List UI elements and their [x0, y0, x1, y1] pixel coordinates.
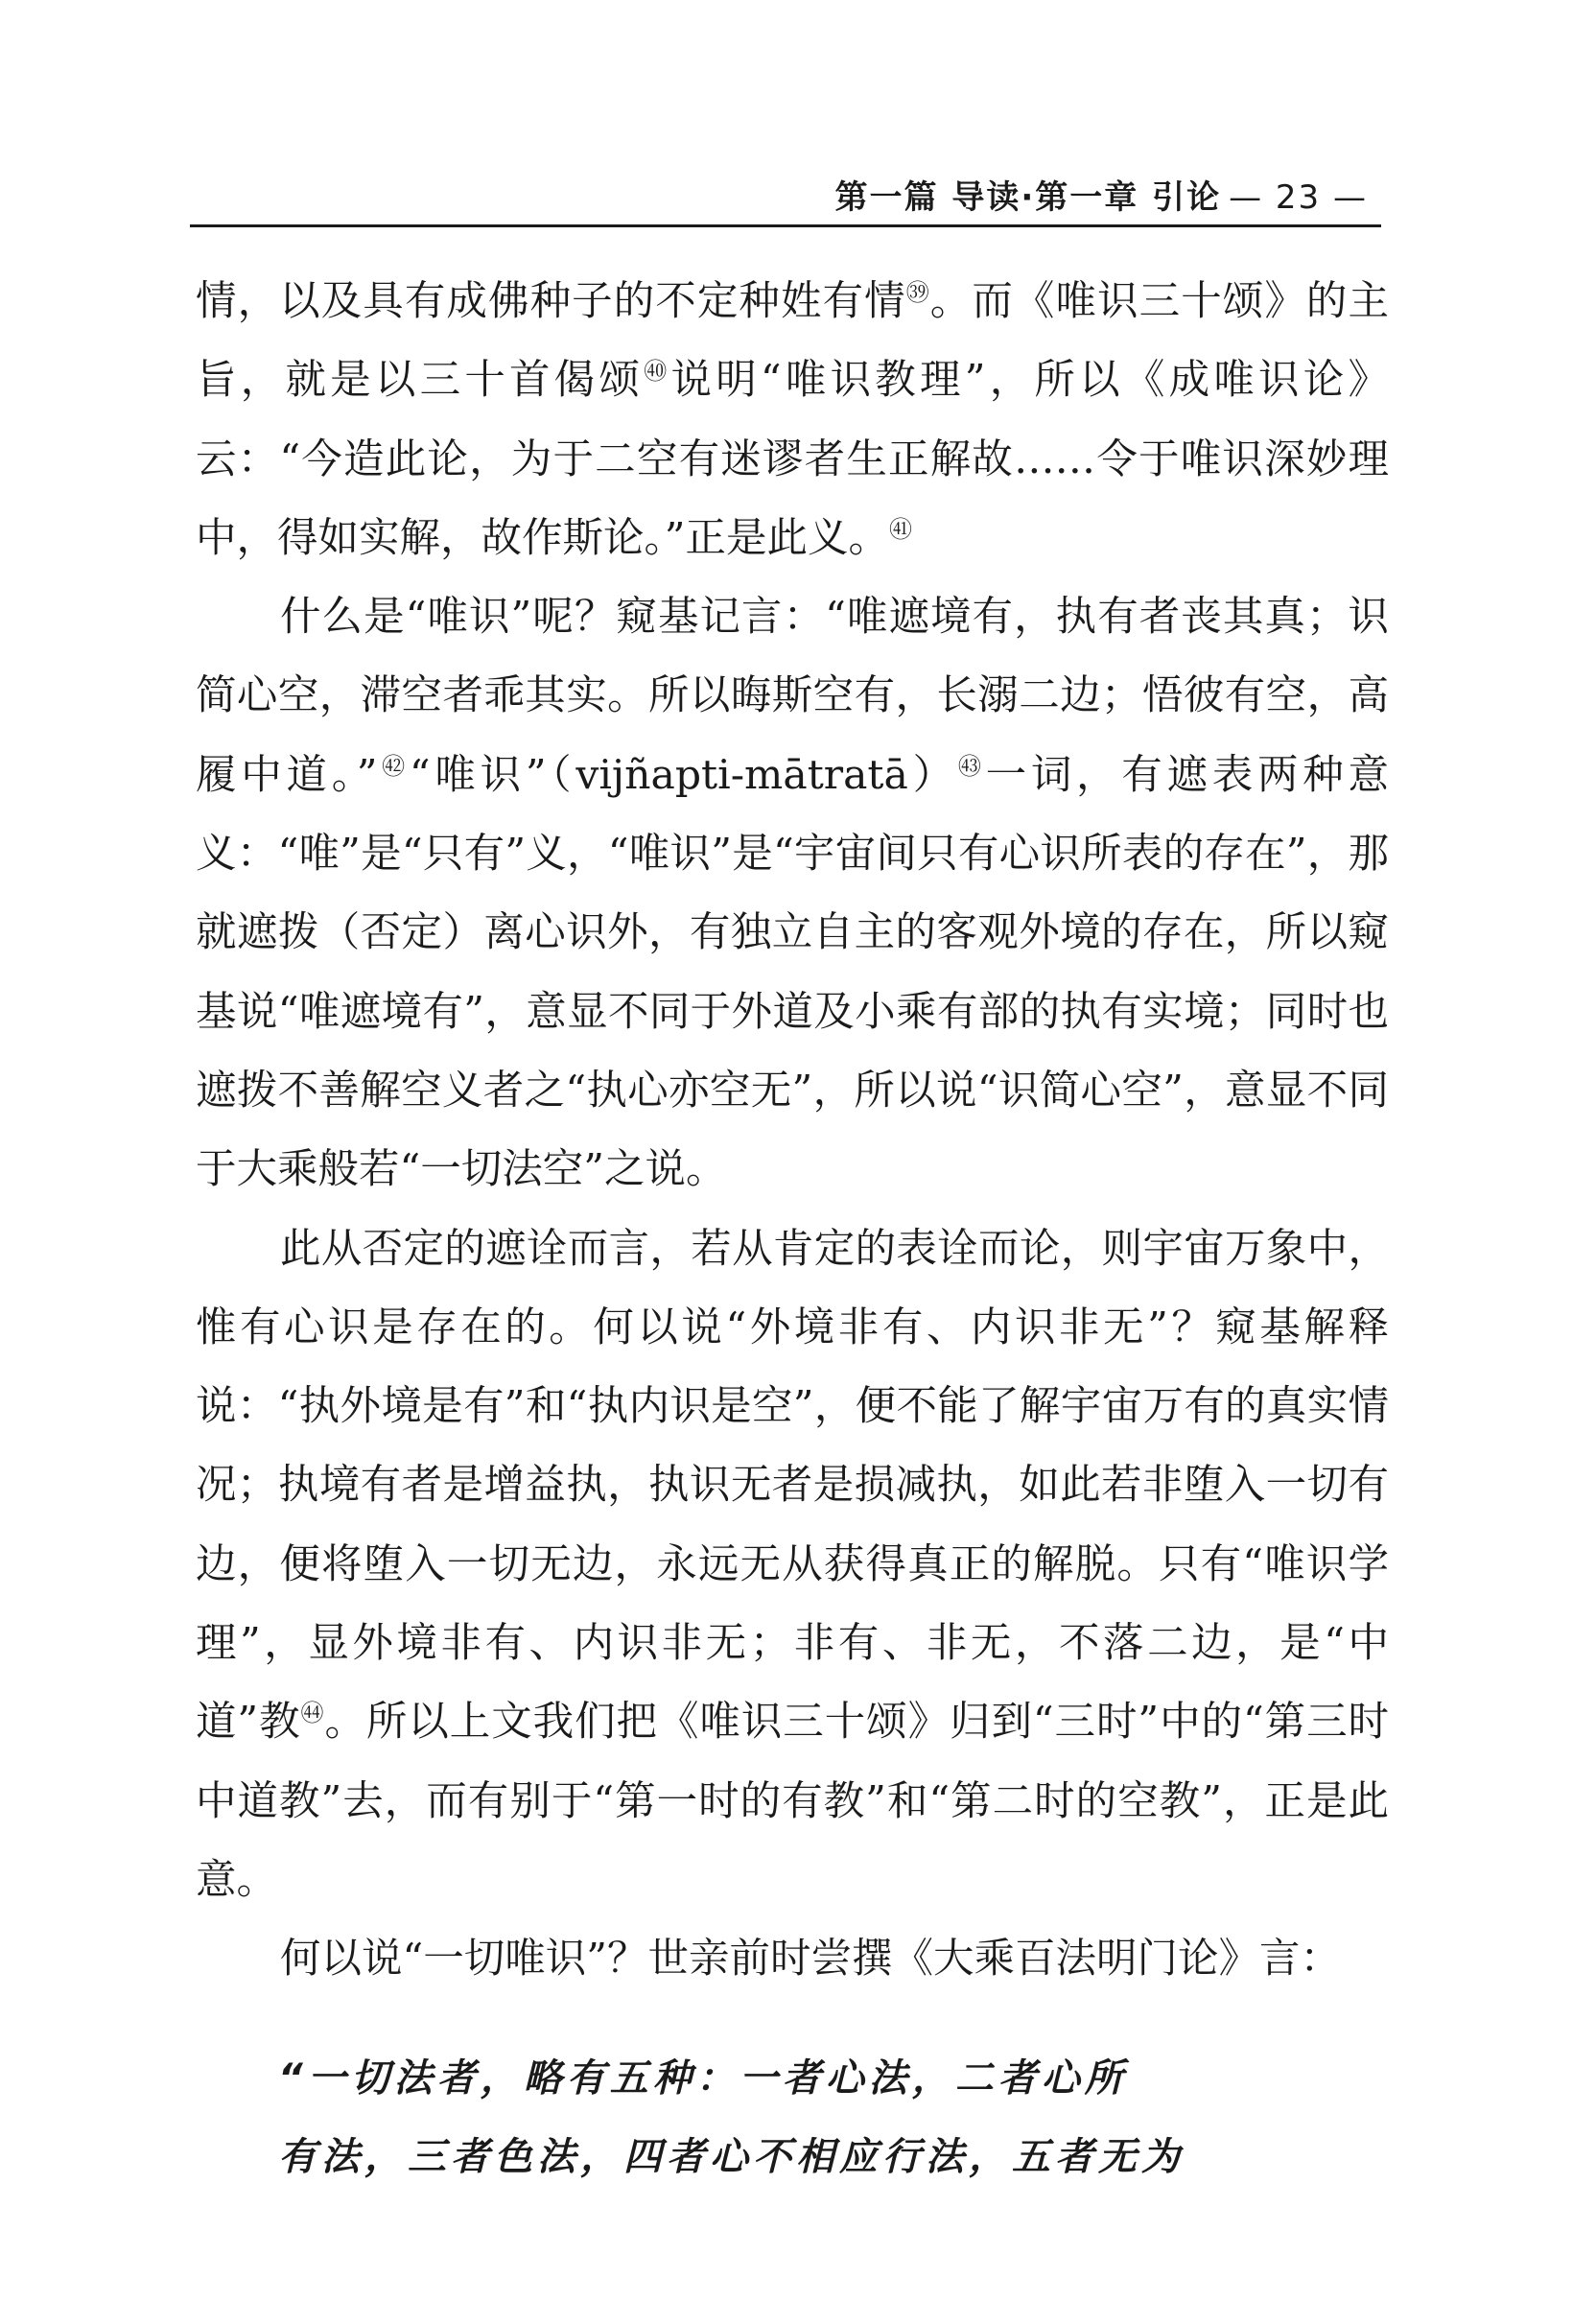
body-text: [196, 263, 1389, 2000]
footnote-marker: ㊷: [377, 752, 410, 780]
paragraph-text: 何以说“一切唯识”？世亲前时尝撰《大乘百法明门论》言：: [280, 1936, 1341, 1984]
footnote-marker: ㊴: [905, 278, 930, 306]
paragraph-text: 一词，有遮表两种意义：“唯”是“只有”义，“唯识”是“宇宙间只有心识所表的存在”，那就遮拨（否定）离心识外，有独立自主的客观外境的存在，所以窥基说“唯遮境有”，意显不同于外道及小乘有部的执有实境；同时也遮拨不善解空义者之“执心亦空无”，所以说“识简心空”，意显不同于大乘般若“一切法空”之说。: [196, 751, 1389, 1194]
paragraph-text: 。所以上文我们把《唯识三十颂》归到“三时”中的“第三时中道教”去，而有别于“第一时的有教”和“第二时的空教”，正是此意。: [196, 1699, 1390, 1904]
paragraph-1: [196, 263, 1389, 578]
paragraph-text: “唯识”（vijñapti-mātratā）: [409, 751, 958, 799]
paragraph-text: 。而《唯识三十颂》的主旨，就是以三十首偈颂: [196, 278, 1389, 405]
paragraph-2: [196, 578, 1389, 1209]
paragraph-4: [196, 1920, 1389, 1999]
paragraph-text: 此从否定的遮诠而言，若从肯定的表诠而论，则宇宙万象中，惟有心识是存在的。何以说“外境非有、内识非无”？窥基解释说：“执外境是有”和“执内识是空”，便不能了解宇宙万有的真实情况；执境有者是增益执，执识无者是损减执，如此若非堕入一切有边，便将堕入一切无边，永远无从获得真正的解脱。只有“唯识学理”，显外境非有、内识非无；非有、非无，不落二边，是“中道”教: [196, 1225, 1389, 1747]
page-number: — 23 —: [1229, 178, 1368, 217]
paragraph-text: 什么是“唯识”呢？窥基记言：“唯遮境有，执有者丧其真；识简心空，滞空者乖其实。所以晦斯空有，长溺二边；悟彼有空，高履中道。”: [196, 594, 1389, 799]
footnote-marker: ㊹: [300, 1700, 325, 1727]
quote-line-1: “一切法者，略有五种：一者心法，二者心所: [278, 2056, 1128, 2101]
footnote-marker: ㊵: [644, 358, 671, 386]
paragraph-text: 情，以及具有成佛种子的不定种姓有情: [196, 278, 906, 325]
quote-line-2: 有法，三者色法，四者心不相应行法，五者无为: [278, 2135, 1185, 2179]
running-title: 第一篇 导读·第一章 引论: [834, 178, 1222, 217]
block-quote: [278, 2039, 1314, 2196]
running-header: [190, 167, 1381, 227]
paragraph-text: 说明“唯识教理”，所以《成唯识论》云：“今造此论，为于二空有迷谬者生正解故……令于唯识深妙理中，得如实解，故作斯论。”正是此义。: [196, 357, 1389, 562]
running-header-text: [835, 171, 1368, 218]
footnote-marker: ㊶: [888, 515, 912, 543]
paragraph-3: [196, 1210, 1389, 1921]
footnote-marker: ㊸: [957, 752, 986, 780]
